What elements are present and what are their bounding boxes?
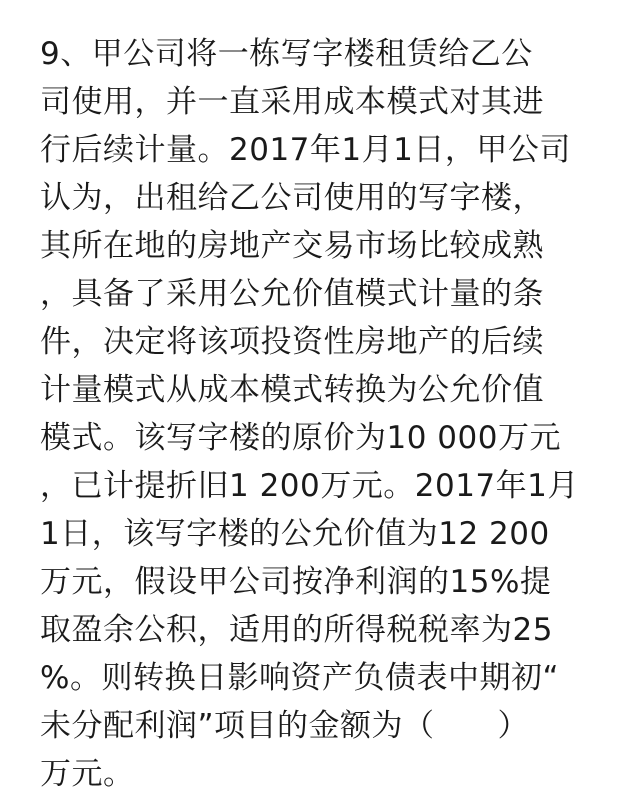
question-line-14: %。则转换日影响资产负债表中期初“ xyxy=(40,660,560,696)
question-line-12: 万元，假设甲公司按净利润的15%提 xyxy=(40,564,552,600)
question-line-10: ，已计提折旧1 200万元。2017年1月 xyxy=(40,468,579,504)
question-text xyxy=(40,30,620,798)
question-line-2: 司使用，并一直采用成本模式对其进 xyxy=(40,84,544,120)
question-line-16: 万元。 xyxy=(40,756,135,792)
question-line-9: 模式。该写字楼的原价为10 000万元 xyxy=(40,420,561,456)
question-line-7: 件，决定将该项投资性房地产的后续 xyxy=(40,324,544,360)
question-line-13: 取盈余公积，适用的所得税税率为25 xyxy=(40,612,553,648)
question-line-8: 计量模式从成本模式转换为公允价值 xyxy=(40,372,544,408)
question-line-3: 行后续计量。2017年1月1日，甲公司 xyxy=(40,132,571,168)
question-line-5: 其所在地的房地产交易市场比较成熟 xyxy=(40,228,544,264)
question-line-15: 未分配利润”项目的金额为（ ） xyxy=(40,708,530,744)
question-line-6: ，具备了采用公允价值模式计量的条 xyxy=(40,276,544,312)
question-line-1: 9、甲公司将一栋写字楼租赁给乙公 xyxy=(40,36,533,72)
question-line-4: 认为，出租给乙公司使用的写字楼， xyxy=(40,180,544,216)
question-line-11: 1日，该写字楼的公允价值为12 200 xyxy=(40,516,550,552)
